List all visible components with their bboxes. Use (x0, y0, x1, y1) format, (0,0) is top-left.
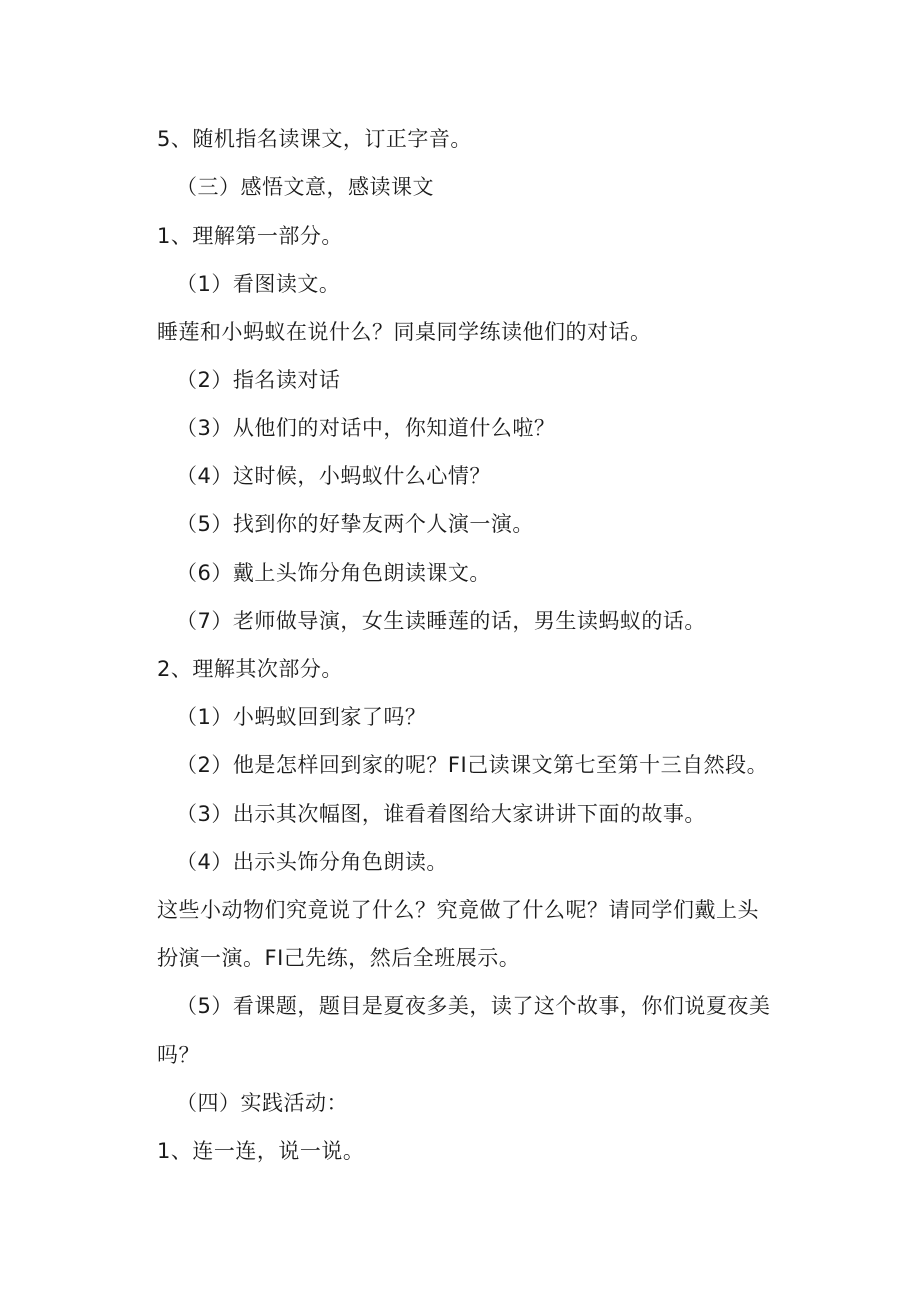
text-line-item-4: （4）这时候，小蚂蚁什么心情？ (176, 464, 491, 488)
section-heading-4: （四）实践活动： (176, 1091, 348, 1115)
text-line-item-1: （1）看图读文。 (176, 272, 341, 296)
text-line-activity-1: 1、连一连，说一说。 (157, 1139, 365, 1163)
text-line-item-5: （5）找到你的好挚友两个人演一演。 (176, 512, 534, 536)
text-line-item-5b-cont: 吗？ (157, 1043, 200, 1067)
text-line-item-7: （7）老师做导演，女生读睡莲的话，男生读蚂蚁的话。 (176, 609, 706, 633)
text-line-item-3b: （3）出示其次幅图，谁看着图给大家讲讲下面的故事。 (176, 802, 706, 826)
text-line-item-4b: （4）出示头饰分角色朗读。 (176, 850, 448, 874)
text-line-item-2b: （2）他是怎样回到家的呢？FI己读课文第七至第十三自然段。 (176, 753, 769, 777)
text-line-paragraph-a: 这些小动物们究竟说了什么？究竟做了什么呢？请同学们戴上头 (157, 898, 759, 922)
text-line-item-3: （3）从他们的对话中，你知道什么啦？ (176, 416, 556, 440)
text-line-part-2: 2、理解其次部分。 (157, 657, 343, 681)
text-line-step-5: 5、随机指名读课文，订正字音。 (157, 127, 472, 151)
text-line-paragraph-b: 扮演一演。FI己先练，然后全班展示。 (157, 946, 521, 970)
section-heading-3: （三）感悟文意，感读课文 (176, 175, 434, 199)
text-line-part-1: 1、理解第一部分。 (157, 224, 343, 248)
text-line-item-2: （2）指名读对话 (176, 368, 341, 392)
text-line-item-6: （6）戴上头饰分角色朗读课文。 (176, 561, 491, 585)
text-line-item-5b: （5）看课题，题目是夏夜多美，读了这个故事，你们说夏夜美 (176, 994, 771, 1018)
text-line-question: 睡莲和小蚂蚁在说什么？同桌同学练读他们的对话。 (157, 320, 652, 344)
text-line-item-1b: （1）小蚂蚁回到家了吗？ (176, 705, 427, 729)
